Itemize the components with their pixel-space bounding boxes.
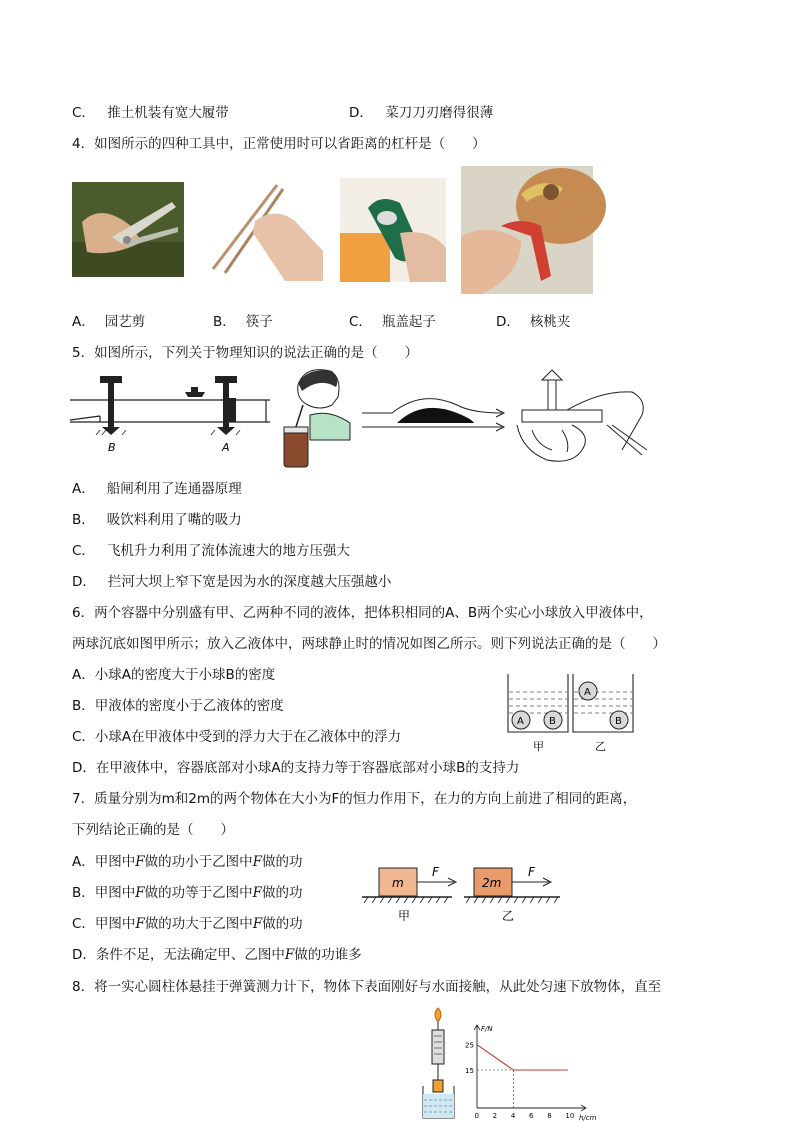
blocks-figure [362, 860, 567, 928]
q4-stem: 4．如图所示的四种工具中，正常使用时可以省距离的杠杆是（ ） [72, 136, 486, 152]
force-f-label: F [432, 865, 439, 879]
q3-option-c [72, 101, 229, 121]
y-axis-label: F/N [481, 1025, 493, 1033]
option-letter: B． [72, 512, 95, 528]
force-f-label: F [528, 865, 535, 879]
force-depth-chart [463, 1022, 597, 1122]
q3-option-d [349, 101, 493, 121]
drinking-boy-figure [280, 365, 355, 470]
x-tick-label: 8 [547, 1112, 552, 1120]
containers-figure [505, 672, 635, 754]
option-text: 做的功谁多 [294, 947, 362, 963]
option-letter: C． [349, 314, 372, 330]
option-text: 核桃夹 [529, 314, 571, 330]
q5-option-a [72, 477, 242, 497]
option-text: 筷子 [245, 314, 273, 330]
q7-option-a [72, 850, 303, 870]
ship-lock-diagram [70, 372, 270, 457]
q6-stem-line1: 6．两个容器中分别盛有甲、乙两种不同的液体，把体积相同的A、B两个实心小球放入甲液体中， [72, 605, 653, 621]
option-text: 飞机升力利用了流体流速大的地方压强大 [106, 543, 350, 559]
dam-figure [512, 370, 652, 465]
option-text: 做的功 [262, 885, 303, 901]
force-symbol: F [252, 916, 263, 932]
chart-axes [465, 1025, 597, 1122]
ball-b-label: B [615, 716, 622, 727]
y-tick-label: 25 [465, 1041, 474, 1050]
option-text: C．甲图中 [72, 916, 136, 932]
option-letter: A． [72, 314, 95, 330]
q4-option-b [213, 310, 273, 330]
container-yi-label: 乙 [595, 740, 606, 753]
option-text: D．条件不足，无法确定甲、乙图中 [72, 947, 285, 963]
q6-stem-line2: 两球沉底如图甲所示；放入乙液体中，两球静止时的情况如图乙所示。则下列说法正确的是（ ） [72, 636, 666, 652]
x-tick-label: 0 [474, 1112, 479, 1120]
option-text: 船闸利用了连通器原理 [106, 481, 242, 497]
spring-scale-figure [418, 1008, 463, 1120]
option-text: A．甲图中 [72, 854, 136, 870]
option-letter: C． [72, 543, 95, 559]
label-b: B [108, 441, 116, 454]
chart-marks [477, 1045, 568, 1108]
option-letter: B． [213, 314, 236, 330]
ball-a-label: A [584, 687, 591, 698]
q6-option-b: B．甲液体的密度小于乙液体的密度 [72, 698, 284, 714]
option-text: 做的功 [262, 854, 303, 870]
force-symbol: F [284, 947, 295, 963]
mass-m-label: m [392, 876, 404, 890]
q6-option-a: A．小球A的密度大于小球B的密度 [72, 667, 276, 683]
option-text: 园艺剪 [104, 314, 146, 330]
option-letter: D． [72, 574, 96, 590]
bottle-opener-image [340, 178, 446, 282]
option-text: 做的功等于乙图中 [144, 885, 253, 901]
q5-option-c [72, 539, 350, 559]
ball-b-label: B [549, 716, 556, 727]
force-symbol: F [252, 854, 262, 870]
q5-option-d [72, 570, 391, 590]
option-letter: A． [72, 481, 95, 497]
force-symbol: F [135, 885, 145, 901]
q7-option-b [72, 881, 303, 901]
force-symbol: F [135, 854, 145, 870]
q7-stem-line1: 7．质量分别为m和2m的两个物体在大小为F的恒力作用下，在力的方向上前进了相同的距离， [72, 791, 637, 807]
x-tick-label: 4 [510, 1112, 516, 1120]
nutcracker-image [461, 166, 593, 294]
ball-a-label: A [517, 716, 524, 727]
series-line [477, 1045, 568, 1070]
option-text: 拦河大坝上窄下宽是因为水的深度越大压强越小 [107, 574, 392, 590]
q7-option-d [72, 943, 362, 963]
q4-option-a [72, 310, 145, 330]
option-text: 吸饮料利用了嘴的吸力 [106, 512, 242, 528]
mass-2m-label: 2m [482, 876, 502, 890]
x-axis-label: h/cm [579, 1114, 597, 1122]
q7-stem-line2: 下列结论正确的是（ ） [72, 822, 234, 838]
q5-option-b [72, 508, 242, 528]
q5-stem: 5．如图所示，下列关于物理知识的说法正确的是（ ） [72, 345, 419, 361]
option-letter: D． [349, 105, 373, 121]
option-text: 做的功 [262, 916, 303, 932]
container-jia-label: 甲 [533, 740, 544, 753]
y-tick-label: 15 [465, 1067, 474, 1075]
chopsticks-image [205, 181, 323, 281]
garden-shears-image [72, 182, 184, 277]
option-text: 做的功小于乙图中 [144, 854, 253, 870]
label-a: A [222, 441, 230, 454]
x-tick-label: 2 [492, 1112, 498, 1120]
option-text: 做的功大于乙图中 [144, 916, 253, 932]
x-tick-label: 6 [529, 1112, 534, 1120]
option-text: 菜刀刀刃磨得很薄 [385, 105, 494, 121]
q4-option-c [349, 310, 436, 330]
airfoil-figure [362, 385, 507, 440]
option-letter: D． [496, 314, 520, 330]
q8-stem: 8．将一实心圆柱体悬挂于弹簧测力计下，物体下表面刚好与水面接触，从此处匀速下放物体，直至 [72, 979, 662, 995]
x-tick-label: 10 [565, 1112, 575, 1120]
q6-option-d: D．在甲液体中，容器底部对小球A的支持力等于容器底部对小球B的支持力 [72, 760, 520, 776]
option-letter: C． [72, 105, 95, 121]
figure-jia-label: 甲 [398, 909, 411, 923]
figure-yi-label: 乙 [502, 909, 515, 923]
force-symbol: F [135, 916, 145, 932]
option-text: B．甲图中 [72, 885, 136, 901]
option-text: 瓶盖起子 [381, 314, 436, 330]
option-text: 推土机装有宽大履带 [107, 105, 229, 121]
q4-option-d [496, 310, 570, 330]
q7-option-c [72, 912, 303, 932]
force-symbol: F [252, 885, 263, 901]
q6-option-c: C．小球A在甲液体中受到的浮力大于在乙液体中的浮力 [72, 729, 402, 745]
